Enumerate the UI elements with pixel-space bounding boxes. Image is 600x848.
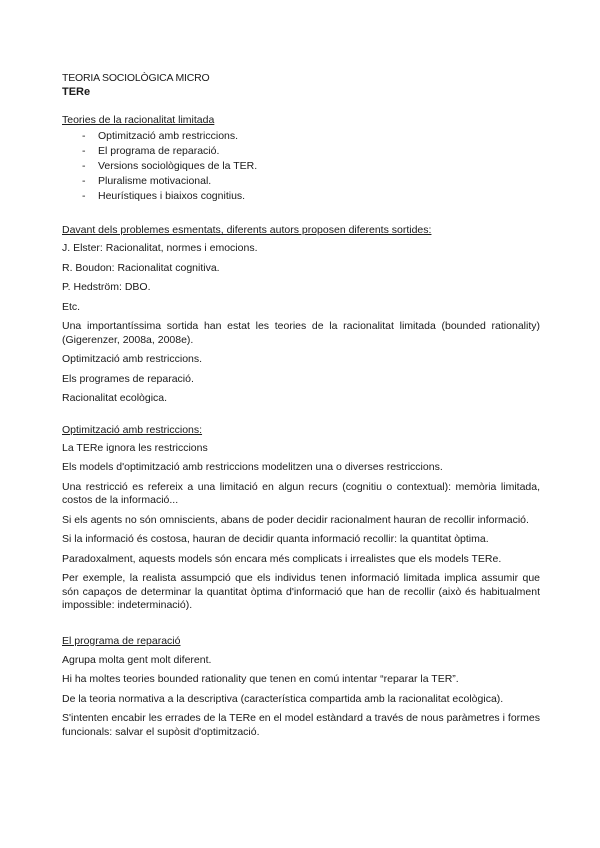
list-item: - Versions sociològiques de la TER. (82, 160, 258, 172)
section-heading-bounded-rationality: Teories de la racionalitat limitada (62, 114, 215, 126)
paragraph: Etc. (62, 300, 81, 313)
paragraph: Una importantíssima sortida han estat les teories de la racionalitat limitada (bounded rationality) (Gigerenzer, 2008a, 2008e). (62, 320, 540, 346)
paragraph: S'intenten encabir les errades de la TERe en el model estàndard a través de nous paràmetres i formes funcionals: salvar el supòsit d'optimització. (62, 712, 540, 738)
theories-list (62, 129, 540, 204)
paragraph: J. Elster: Racionalitat, normes i emocions. (62, 242, 258, 254)
dash-bullet: - (82, 190, 86, 202)
paragraph: De la teoria normativa a la descriptiva (característica compartida amb la racionalitat ecològica). (62, 692, 504, 705)
paragraph: Una restricció es refereix a una limitació en algun recurs (cognitiu o contextual): memòria limitada, costos de la informació... (62, 480, 540, 506)
dash-bullet: - (82, 130, 86, 142)
list-item: - Heurístiques i biaixos cognitius. (82, 190, 246, 202)
document-subtitle: TERe (62, 86, 91, 98)
list-item: - Optimització amb restriccions. (82, 130, 239, 142)
paragraph: Si la informació és costosa, hauran de decidir quanta informació recollir: la quantitat òptima. (62, 533, 489, 545)
paragraph: Hi ha moltes teories bounded rationality que tenen en comú intentar “reparar la TER”. (62, 673, 459, 685)
paragraph: Els programes de reparació. (62, 372, 194, 385)
list-item: - El programa de reparació. (82, 145, 220, 157)
section-heading-repair-program: El programa de reparació (62, 634, 181, 647)
section-heading-constrained-optimization: Optimització amb restriccions: (62, 423, 203, 436)
document-title: TEORIA SOCIOLÒGICA MICRO (62, 72, 210, 84)
paragraph: Racionalitat ecològica. (62, 392, 168, 404)
paragraph: R. Boudon: Racionalitat cognitiva. (62, 261, 220, 274)
dash-bullet: - (82, 145, 86, 157)
dash-bullet: - (82, 160, 86, 172)
paragraph: Agrupa molta gent molt diferent. (62, 653, 212, 666)
paragraph: Els models d'optimització amb restriccions modelitzen una o diverses restriccions. (62, 461, 443, 473)
paragraph: Si els agents no són omniscients, abans de poder decidir racionalment hauran de recollir informació. (62, 513, 529, 526)
paragraph: La TERe ignora les restriccions (62, 441, 208, 454)
paragraph: Paradoxalment, aquests models són encara més complicats i irrealistes que els models TERe. (62, 552, 502, 565)
dash-bullet: - (82, 175, 86, 187)
list-item: - Pluralisme motivacional. (82, 175, 212, 187)
paragraph: P. Hedström: DBO. (62, 281, 151, 293)
document-page (62, 72, 540, 739)
paragraph: Per exemple, la realista assumpció que els individus tenen informació limitada implica assumir que són capaços de determinar la quantitat òptima d'informació que han de recollir (això és habitualment impossible: indeterminació). (62, 572, 540, 611)
paragraph: Optimització amb restriccions. (62, 353, 203, 365)
section-heading-authors: Davant dels problemes esmentats, diferents autors proposen diferents sortides: (62, 224, 432, 236)
